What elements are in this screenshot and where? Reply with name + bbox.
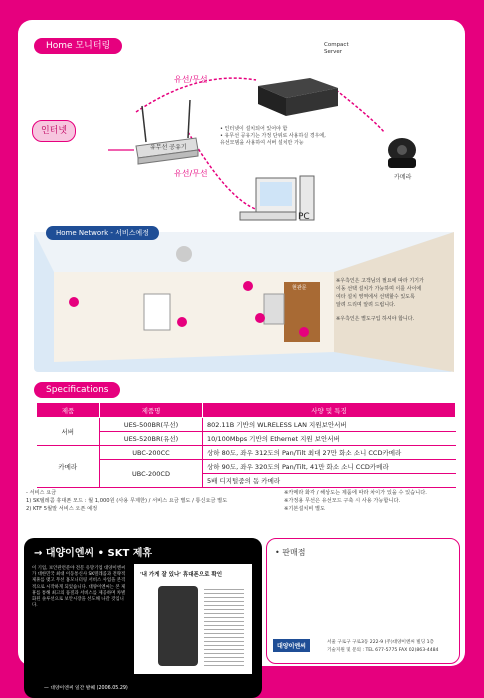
spec-feature: 상하 80도, 좌우 312도의 Pan/Tilt 최대 27만 화소 소니 CCD카메라 — [203, 446, 456, 460]
spec-model: UES-500BR(무선) — [100, 418, 203, 432]
spec-note: 2) KTF 5월말 서비스 오픈 예정 — [26, 506, 98, 512]
server-icon — [258, 78, 338, 116]
spec-note-right: ※기본설치비 별도 — [284, 506, 326, 512]
ad-date: — 대양이엔씨 일간 발췌 (2006.05.29) — [44, 686, 128, 691]
retailer-title: • 판매점 — [275, 548, 306, 557]
network-note-4: 알려 드리며 알려 드립니다. — [336, 302, 396, 308]
table-row — [37, 446, 456, 460]
spec-notes — [26, 490, 460, 530]
pc-label: PC — [298, 212, 310, 222]
company-address: 서울 구로구 구로3동 222-9 (주)대양이엔씨 빌딩 1층 — [327, 640, 434, 645]
home-desc-3: 유선모뎀을 사용하여 서버 설치만 가능 — [220, 140, 304, 146]
spec-header-product: 제품 — [37, 403, 100, 418]
spec-feature: 5배 디지털줌의 돔 카메라 — [203, 474, 456, 488]
partnership-ad — [24, 538, 262, 698]
network-note-5: ※우측인은 별도구입 하셔야 합니다. — [336, 316, 415, 322]
camera-label: 카메라 — [394, 174, 412, 181]
spec-feature: 상하 90도, 좌우 320도의 Pan/Tilt, 41만 화소 소니 CCD카메라 — [203, 460, 456, 474]
spec-model: UBC-200CC — [100, 446, 203, 460]
spec-note-right: ※가정용 무선은 유선모드 구축 시 사용 가능합니다. — [284, 498, 401, 504]
company-contact: 기술지원 및 문의 : TEL 677-5775 FAX 02)863-4484 — [327, 648, 439, 653]
news-text-image — [204, 586, 244, 666]
ad-body: 이 기업, 보안관련분야 전문 유망기업 대양이엔씨가 대한민국 최대 이동통신사 SK텔레콤과 전략적 제휴를 맺고 무선 홈모니터링 서비스 사업을 본격적으로 시작하게 되었습니다. 대양이엔씨는 본 제휴를 통해 최고의 품질과 서비스를 제공하며 차별화된 솔루션으로 보안시장을 선도해 나갈 것입니다. — [32, 566, 126, 609]
internet-label: 인터넷 — [32, 120, 76, 142]
specifications-title: Specifications — [34, 382, 120, 398]
home-desc-1: • 인터넷이 설치되어 있어야 함 — [220, 126, 288, 132]
home-network-title: Home Network - 서비스예정 — [46, 226, 159, 240]
spec-model: UES-520BR(유선) — [100, 432, 203, 446]
router-label: 유무선 공유기 — [150, 144, 187, 151]
wired-wireless-top: 유선/무선 — [174, 75, 208, 84]
spec-note-right: ※카메라 화각 / 해상도는 제품에 따라 차이가 있을 수 있습니다. — [284, 490, 427, 496]
home-monitoring-title: Home 모니터링 — [34, 38, 122, 54]
news-title: '내 가게 잘 있나' 휴대폰으로 확인 — [140, 572, 223, 578]
table-row — [37, 432, 456, 446]
network-note-2: 이동 선택 설치가 가능하며 이를 사이에 — [336, 286, 422, 292]
spec-table — [36, 402, 456, 488]
company-logo: 대양이엔씨 — [273, 639, 310, 652]
table-row — [37, 460, 456, 474]
phone-image — [158, 586, 198, 666]
home-desc-2: • 유무선 공유기는 가정 단위로 사용하실 경우에, — [220, 133, 326, 139]
spec-feature: 802.11B 기반의 WLRELESS LAN 지원보안서버 — [203, 418, 456, 432]
camera-icon — [388, 138, 416, 168]
router-icon — [136, 100, 198, 164]
spec-note: 1) SK텔레콤 휴대폰 모드 : 월 1,000원 (사용 무제한) / 서비스 요금 별도 / 통신요금 별도 — [26, 498, 228, 504]
retailer-box — [266, 538, 460, 664]
spec-model: UBC-200CD — [100, 460, 203, 488]
ad-headline: → 대양이엔씨 • SKT 제휴 — [34, 548, 153, 559]
spec-cat: 카메라 — [37, 446, 100, 488]
spec-cat: 서버 — [37, 418, 100, 446]
news-clipping — [134, 564, 252, 674]
spec-header-feature: 사양 및 특징 — [203, 403, 456, 418]
table-row — [37, 418, 456, 432]
spec-feature: 10/100Mbps 기반의 Ethernet 지원 보안서버 — [203, 432, 456, 446]
network-note-3: 여타 설치 영역에서 선택할수 있도록 — [336, 294, 415, 300]
spec-note: - 서비스 요금 — [26, 490, 57, 496]
network-note-1: ※우측인은 고객님의 필요에 따라 기기가 — [336, 278, 424, 284]
server-label: Compact Server — [324, 42, 349, 55]
door-label: 현관문 — [292, 285, 307, 291]
brochure-page — [18, 20, 465, 691]
spec-header-model: 제품명 — [100, 403, 203, 418]
wired-wireless-bottom: 유선/무선 — [174, 169, 208, 178]
